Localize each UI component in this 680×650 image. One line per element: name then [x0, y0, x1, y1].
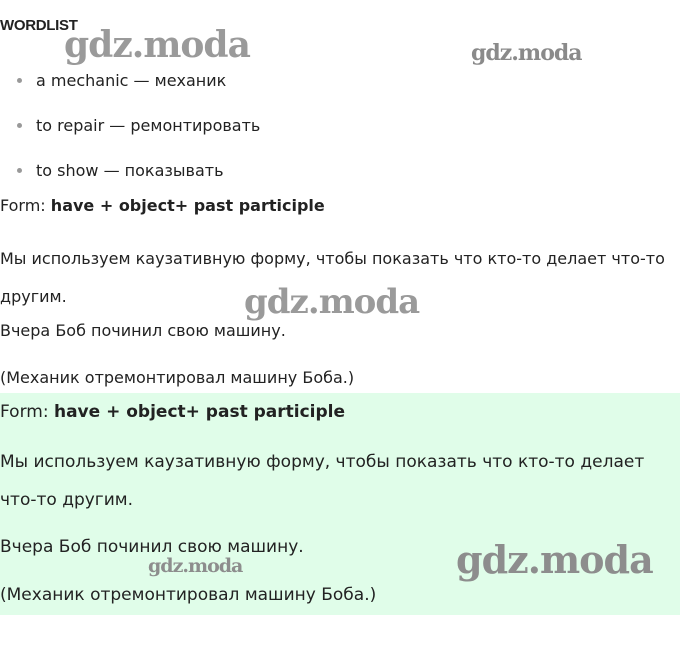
example-note: (Механик отремонтировал машину Боба.) [0, 585, 377, 605]
explanation-text: Мы используем каузативную форму, чтобы показать что кто-то делает что-то другим. [0, 452, 645, 510]
wordlist-item-text: to repair — ремонтировать [36, 116, 261, 135]
wordlist [0, 58, 260, 193]
wordlist-item [0, 148, 260, 193]
example-sentence: Вчера Боб починил свою машину. [0, 537, 304, 557]
form-line [0, 196, 325, 215]
form-line [0, 402, 345, 422]
wordlist-item [0, 103, 260, 148]
wordlist-title: WORDLIST [0, 17, 78, 34]
watermark: gdz.moda [471, 40, 582, 66]
wordlist-item-text: to show — показывать [36, 161, 224, 180]
example-note: (Механик отремонтировал машину Боба.) [0, 368, 355, 387]
form-formula: have + object+ past participle [50, 196, 325, 215]
form-formula: have + object+ past participle [53, 402, 346, 422]
wordlist-item-text: a mechanic — механик [36, 71, 227, 90]
watermark: gdz.moda [148, 555, 243, 577]
bullet-dot-icon [17, 168, 22, 173]
watermark: gdz.moda [64, 24, 250, 66]
example-sentence: Вчера Боб починил свою машину. [0, 321, 286, 340]
explanation-text: Мы используем каузативную форму, чтобы показать что кто-то делает что-то другим. [0, 249, 665, 306]
bullet-dot-icon [17, 123, 22, 128]
form-label: Form: [0, 196, 46, 215]
watermark: gdz.moda [244, 282, 420, 322]
bullet-dot-icon [17, 78, 22, 83]
watermark: gdz.moda [456, 537, 653, 582]
form-label: Form: [0, 402, 49, 422]
